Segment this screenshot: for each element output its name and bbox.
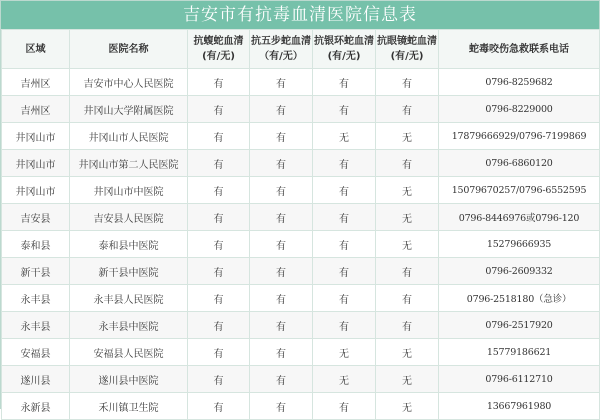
cell-krait-serum: 有 <box>313 150 376 177</box>
header-emergency-phone: 蛇毒咬伤急救联系电话 <box>439 30 600 69</box>
cell-region: 永丰县 <box>2 285 70 312</box>
table-row <box>2 285 600 312</box>
cell-emergency-phone: 13667961980 <box>439 393 600 420</box>
table-row <box>2 231 600 258</box>
cell-cobra-serum: 无 <box>376 177 439 204</box>
cell-krait-serum: 无 <box>313 123 376 150</box>
table-row <box>2 366 600 393</box>
cell-five-pacer-serum: 有 <box>250 339 313 366</box>
cell-five-pacer-serum: 有 <box>250 96 313 123</box>
cell-region: 井冈山市 <box>2 123 70 150</box>
cell-hospital-name: 吉安市中心人民医院 <box>70 69 188 96</box>
cell-region: 永新县 <box>2 393 70 420</box>
hospital-info-table <box>1 29 600 420</box>
cell-cobra-serum: 有 <box>376 69 439 96</box>
cell-agkistrodon-serum: 有 <box>188 258 250 285</box>
cell-cobra-serum: 无 <box>376 123 439 150</box>
cell-region: 永丰县 <box>2 312 70 339</box>
header-krait-serum: 抗银环蛇血清(有/无) <box>313 30 376 69</box>
cell-region: 泰和县 <box>2 231 70 258</box>
cell-emergency-phone: 0796-2518180（急诊） <box>439 285 600 312</box>
cell-krait-serum: 有 <box>313 204 376 231</box>
cell-five-pacer-serum: 有 <box>250 366 313 393</box>
cell-krait-serum: 有 <box>313 258 376 285</box>
cell-emergency-phone: 0796-8446976或0796-120 <box>439 204 600 231</box>
cell-cobra-serum: 无 <box>376 366 439 393</box>
table-row <box>2 150 600 177</box>
cell-agkistrodon-serum: 有 <box>188 393 250 420</box>
cell-krait-serum: 有 <box>313 285 376 312</box>
cell-five-pacer-serum: 有 <box>250 177 313 204</box>
cell-krait-serum: 有 <box>313 69 376 96</box>
cell-agkistrodon-serum: 有 <box>188 69 250 96</box>
cell-krait-serum: 有 <box>313 96 376 123</box>
table-row <box>2 204 600 231</box>
cell-cobra-serum: 有 <box>376 312 439 339</box>
table-row <box>2 177 600 204</box>
cell-krait-serum: 有 <box>313 177 376 204</box>
table-row <box>2 96 600 123</box>
cell-emergency-phone: 15779186621 <box>439 339 600 366</box>
cell-hospital-name: 安福县人民医院 <box>70 339 188 366</box>
cell-hospital-name: 新干县中医院 <box>70 258 188 285</box>
header-cobra-serum: 抗眼镜蛇血清(有/无) <box>376 30 439 69</box>
cell-cobra-serum: 有 <box>376 96 439 123</box>
header-row <box>2 30 600 69</box>
cell-agkistrodon-serum: 有 <box>188 285 250 312</box>
cell-krait-serum: 有 <box>313 393 376 420</box>
cell-emergency-phone: 15279666935 <box>439 231 600 258</box>
cell-region: 井冈山市 <box>2 150 70 177</box>
cell-region: 吉州区 <box>2 69 70 96</box>
cell-cobra-serum: 有 <box>376 285 439 312</box>
cell-five-pacer-serum: 有 <box>250 258 313 285</box>
cell-emergency-phone: 0796-2517920 <box>439 312 600 339</box>
cell-agkistrodon-serum: 有 <box>188 312 250 339</box>
cell-hospital-name: 永丰县中医院 <box>70 312 188 339</box>
cell-cobra-serum: 无 <box>376 231 439 258</box>
table-row <box>2 258 600 285</box>
header-five-pacer-serum: 抗五步蛇血清（有/无） <box>250 30 313 69</box>
cell-hospital-name: 遂川县中医院 <box>70 366 188 393</box>
cell-hospital-name: 井冈山市第二人民医院 <box>70 150 188 177</box>
cell-agkistrodon-serum: 有 <box>188 231 250 258</box>
cell-hospital-name: 永丰县人民医院 <box>70 285 188 312</box>
cell-five-pacer-serum: 有 <box>250 312 313 339</box>
cell-hospital-name: 吉安县人民医院 <box>70 204 188 231</box>
cell-region: 吉州区 <box>2 96 70 123</box>
cell-region: 新干县 <box>2 258 70 285</box>
cell-five-pacer-serum: 有 <box>250 231 313 258</box>
table-row <box>2 339 600 366</box>
cell-krait-serum: 无 <box>313 366 376 393</box>
table-row <box>2 123 600 150</box>
cell-krait-serum: 有 <box>313 312 376 339</box>
cell-emergency-phone: 15079670257/0796-6552595 <box>439 177 600 204</box>
cell-agkistrodon-serum: 有 <box>188 204 250 231</box>
cell-emergency-phone: 0796-8259682 <box>439 69 600 96</box>
header-hospital-name: 医院名称 <box>70 30 188 69</box>
table-title: 吉安市有抗毒血清医院信息表 <box>1 1 599 29</box>
cell-five-pacer-serum: 有 <box>250 69 313 96</box>
table-row <box>2 312 600 339</box>
cell-agkistrodon-serum: 有 <box>188 366 250 393</box>
cell-region: 安福县 <box>2 339 70 366</box>
cell-krait-serum: 有 <box>313 231 376 258</box>
cell-cobra-serum: 无 <box>376 339 439 366</box>
header-region: 区域 <box>2 30 70 69</box>
cell-agkistrodon-serum: 有 <box>188 96 250 123</box>
cell-hospital-name: 井冈山市人民医院 <box>70 123 188 150</box>
cell-hospital-name: 井冈山市中医院 <box>70 177 188 204</box>
cell-krait-serum: 无 <box>313 339 376 366</box>
cell-region: 吉安县 <box>2 204 70 231</box>
cell-agkistrodon-serum: 有 <box>188 177 250 204</box>
cell-cobra-serum: 有 <box>376 150 439 177</box>
cell-emergency-phone: 0796-6112710 <box>439 366 600 393</box>
cell-five-pacer-serum: 有 <box>250 204 313 231</box>
header-agkistrodon-serum: 抗蝮蛇血清(有/无) <box>188 30 250 69</box>
cell-five-pacer-serum: 有 <box>250 150 313 177</box>
table-row <box>2 69 600 96</box>
table-row <box>2 393 600 420</box>
cell-emergency-phone: 17879666929/0796-7199869 <box>439 123 600 150</box>
cell-five-pacer-serum: 有 <box>250 123 313 150</box>
cell-region: 井冈山市 <box>2 177 70 204</box>
cell-hospital-name: 禾川镇卫生院 <box>70 393 188 420</box>
cell-emergency-phone: 0796-2609332 <box>439 258 600 285</box>
cell-cobra-serum: 无 <box>376 393 439 420</box>
cell-emergency-phone: 0796-8229000 <box>439 96 600 123</box>
cell-agkistrodon-serum: 有 <box>188 339 250 366</box>
cell-agkistrodon-serum: 有 <box>188 150 250 177</box>
cell-cobra-serum: 有 <box>376 258 439 285</box>
cell-hospital-name: 泰和县中医院 <box>70 231 188 258</box>
cell-five-pacer-serum: 有 <box>250 285 313 312</box>
cell-hospital-name: 井冈山大学附属医院 <box>70 96 188 123</box>
cell-five-pacer-serum: 有 <box>250 393 313 420</box>
cell-region: 遂川县 <box>2 366 70 393</box>
cell-cobra-serum: 无 <box>376 204 439 231</box>
cell-agkistrodon-serum: 有 <box>188 123 250 150</box>
cell-emergency-phone: 0796-6860120 <box>439 150 600 177</box>
